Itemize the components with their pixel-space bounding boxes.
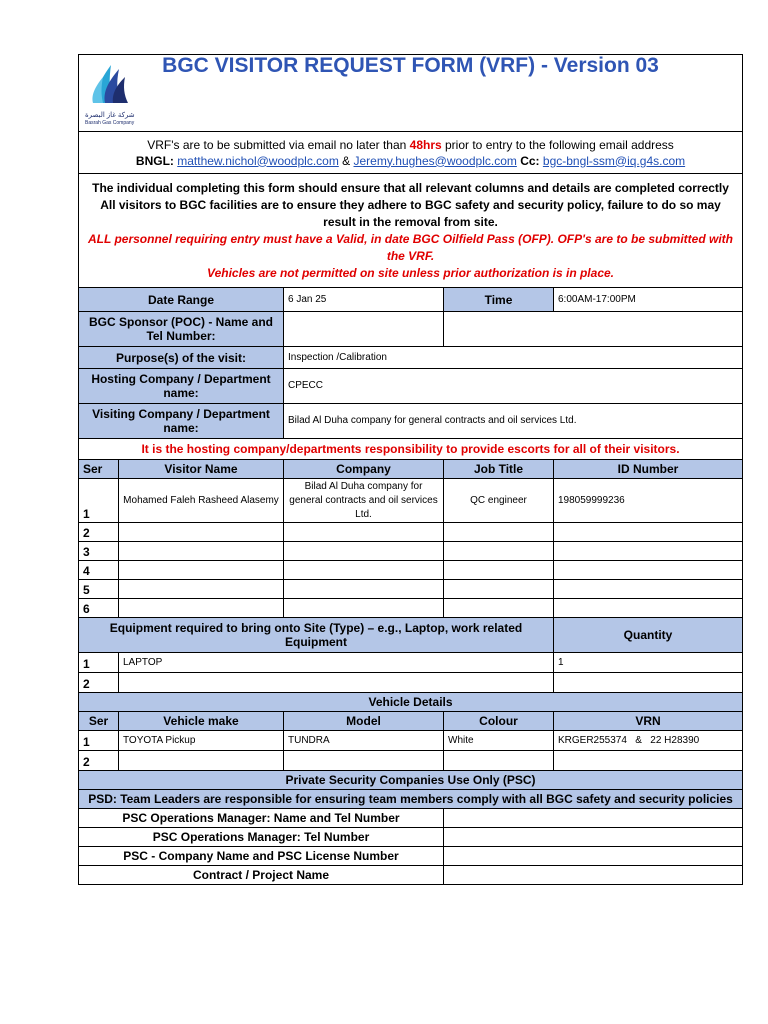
- psc-row: [79, 847, 743, 866]
- escort-note: It is the hosting company/departments responsibility to provide escorts for all of their visitors.: [79, 439, 743, 460]
- vehicle-model[interactable]: TUNDRA: [284, 731, 444, 751]
- visitor-name[interactable]: [119, 523, 284, 542]
- sponsor-row: [79, 312, 743, 347]
- visitor-job[interactable]: [444, 580, 554, 599]
- vehicle-row: [79, 731, 743, 751]
- equipment-type[interactable]: LAPTOP: [119, 653, 554, 673]
- visitor-name[interactable]: [119, 561, 284, 580]
- visitor-ser: 6: [79, 599, 119, 618]
- visitor-ser: 2: [79, 523, 119, 542]
- visitor-job[interactable]: [444, 599, 554, 618]
- visiting-label: Visiting Company / Department name:: [79, 404, 284, 439]
- visitors-col-company: Company: [284, 460, 444, 479]
- bngl-label: BNGL:: [135, 153, 178, 168]
- visitors-header-row: [79, 460, 743, 479]
- submission-row: [79, 132, 743, 174]
- visiting-value[interactable]: Bilad Al Duha company for general contracts and oil services Ltd.: [284, 404, 743, 439]
- email-link-jeremy[interactable]: Jeremy.hughes@woodplc.com: [353, 153, 517, 168]
- purpose-row: [79, 347, 743, 369]
- visitor-row: [79, 479, 743, 523]
- equipment-type[interactable]: [119, 673, 554, 693]
- psc-title: Private Security Companies Use Only (PSC): [79, 771, 743, 790]
- equipment-qty-header: Quantity: [554, 618, 743, 653]
- purpose-value[interactable]: Inspection /Calibration: [284, 347, 743, 369]
- notice-row: [79, 174, 743, 288]
- submission-line: [83, 137, 738, 153]
- visitor-ser: 1: [79, 479, 119, 523]
- visitor-company[interactable]: Bilad Al Duha company for general contracts and oil services Ltd.: [284, 479, 444, 523]
- sponsor-value[interactable]: [284, 312, 444, 347]
- purpose-label: Purpose(s) of the visit:: [79, 347, 284, 369]
- cc-label: Cc:: [516, 153, 543, 168]
- notice-line-2: All visitors to BGC facilities are to ensure they adhere to BGC safety and security policy, failure to do so may result in the removal from site.: [100, 197, 721, 229]
- email-amp: &: [338, 153, 354, 168]
- psc-label: PSC Operations Manager: Name and Tel Number: [79, 809, 444, 828]
- date-range-value[interactable]: 6 Jan 25: [284, 288, 444, 312]
- psc-value[interactable]: [444, 809, 743, 828]
- email-link-g4s[interactable]: bgc-bngl-ssm@iq.g4s.com: [542, 153, 686, 168]
- vehicle-model[interactable]: [284, 751, 444, 771]
- vehicle-vrn[interactable]: KRGER255374 & 22 H28390: [554, 731, 743, 751]
- vehicle-col-ser: Ser: [79, 712, 119, 731]
- psc-value[interactable]: [444, 828, 743, 847]
- visitor-company[interactable]: [284, 542, 444, 561]
- vehicle-col-model: Model: [284, 712, 444, 731]
- hosting-label: Hosting Company / Department name:: [79, 369, 284, 404]
- hosting-row: [79, 369, 743, 404]
- psc-row: [79, 828, 743, 847]
- visitor-id[interactable]: [554, 542, 743, 561]
- submission-hours: 48hrs: [409, 137, 442, 152]
- time-value[interactable]: 6:00AM-17:00PM: [554, 288, 743, 312]
- visitor-name[interactable]: [119, 599, 284, 618]
- visitor-id[interactable]: [554, 561, 743, 580]
- psc-value[interactable]: [444, 847, 743, 866]
- psc-value[interactable]: [444, 866, 743, 885]
- visitor-id[interactable]: [554, 580, 743, 599]
- visitor-id[interactable]: 198059999236: [554, 479, 743, 523]
- vehicle-section-title: Vehicle Details: [79, 693, 743, 712]
- psc-row: [79, 809, 743, 828]
- visitor-company[interactable]: [284, 523, 444, 542]
- submission-text-a: VRF's are to be submitted via email no later than: [147, 137, 410, 152]
- psc-label: PSC - Company Name and PSC License Number: [79, 847, 444, 866]
- equipment-row: [79, 653, 743, 673]
- visitor-job[interactable]: QC engineer: [444, 479, 554, 523]
- logo-caption-ar: شركة غاز البصرة: [85, 112, 135, 119]
- title-row: [79, 55, 743, 132]
- visitor-job[interactable]: [444, 523, 554, 542]
- visitor-name[interactable]: Mohamed Faleh Rasheed Alasemy: [119, 479, 284, 523]
- vehicle-header-row: [79, 712, 743, 731]
- visitors-col-ser: Ser: [79, 460, 119, 479]
- vehicle-col-colour: Colour: [444, 712, 554, 731]
- visitor-name[interactable]: [119, 580, 284, 599]
- logo-flame-icon: [85, 59, 145, 109]
- escort-row: [79, 439, 743, 460]
- visitor-row: [79, 599, 743, 618]
- visitor-row: [79, 580, 743, 599]
- vehicle-ser: 1: [79, 731, 119, 751]
- sponsor-label: BGC Sponsor (POC) - Name and Tel Number:: [79, 312, 284, 347]
- visitor-row: [79, 523, 743, 542]
- email-link-matthew[interactable]: matthew.nichol@woodplc.com: [177, 153, 339, 168]
- notice-vehicles: Vehicles are not permitted on site unless prior authorization is in place.: [207, 265, 614, 280]
- visitors-col-name: Visitor Name: [119, 460, 284, 479]
- vehicle-ser: 2: [79, 751, 119, 771]
- visitor-row: [79, 561, 743, 580]
- date-time-row: [79, 288, 743, 312]
- form-title: BGC VISITOR REQUEST FORM (VRF) - Version 03: [162, 54, 659, 77]
- equipment-ser: 2: [79, 673, 119, 693]
- vehicle-vrn[interactable]: [554, 751, 743, 771]
- visitor-job[interactable]: [444, 561, 554, 580]
- psc-label: Contract / Project Name: [79, 866, 444, 885]
- visitor-company[interactable]: [284, 580, 444, 599]
- equipment-ser: 1: [79, 653, 119, 673]
- visitor-company[interactable]: [284, 599, 444, 618]
- sponsor-value-extra[interactable]: [444, 312, 743, 347]
- visitor-ser: 3: [79, 542, 119, 561]
- visitor-id[interactable]: [554, 599, 743, 618]
- visitor-id[interactable]: [554, 523, 743, 542]
- vehicle-colour[interactable]: White: [444, 731, 554, 751]
- equipment-row: [79, 673, 743, 693]
- equipment-header: Equipment required to bring onto Site (Type) – e.g., Laptop, work related Equipment: [79, 618, 554, 653]
- notice-ofp: ALL personnel requiring entry must have a Valid, in date BGC Oilfield Pass (OFP). OFP's are to be submitted with the VRF.: [88, 231, 733, 263]
- visitor-name[interactable]: [119, 542, 284, 561]
- vehicle-colour[interactable]: [444, 751, 554, 771]
- psc-note-row: [79, 790, 743, 809]
- psc-note: PSD: Team Leaders are responsible for ensuring team members comply with all BGC safety and security policies: [79, 790, 743, 809]
- vehicle-make[interactable]: TOYOTA Pickup: [119, 731, 284, 751]
- equipment-header-row: [79, 618, 743, 653]
- time-label: Time: [444, 288, 554, 312]
- vehicle-section-row: [79, 693, 743, 712]
- company-logo: [85, 59, 145, 127]
- visiting-row: [79, 404, 743, 439]
- psc-label: PSC Operations Manager: Tel Number: [79, 828, 444, 847]
- visitor-job[interactable]: [444, 542, 554, 561]
- vrf-table: [78, 54, 743, 885]
- visitor-company[interactable]: [284, 561, 444, 580]
- vrf-form: [78, 54, 742, 885]
- psc-title-row: [79, 771, 743, 790]
- visitors-col-id: ID Number: [554, 460, 743, 479]
- visitor-ser: 5: [79, 580, 119, 599]
- hosting-value[interactable]: CPECC: [284, 369, 743, 404]
- date-range-label: Date Range: [79, 288, 284, 312]
- vehicle-make[interactable]: [119, 751, 284, 771]
- notice-line-1: The individual completing this form should ensure that all relevant columns and details are completed correctly: [92, 180, 729, 195]
- visitor-ser: 4: [79, 561, 119, 580]
- psc-row: [79, 866, 743, 885]
- vehicle-col-make: Vehicle make: [119, 712, 284, 731]
- visitor-row: [79, 542, 743, 561]
- visitors-col-job: Job Title: [444, 460, 554, 479]
- submission-text-b: prior to entry to the following email address: [441, 137, 674, 152]
- email-line: [83, 153, 738, 169]
- logo-caption-en: Basrah Gas Company: [85, 120, 135, 126]
- vehicle-col-vrn: VRN: [554, 712, 743, 731]
- equipment-qty[interactable]: [554, 673, 743, 693]
- equipment-qty[interactable]: 1: [554, 653, 743, 673]
- vehicle-row: [79, 751, 743, 771]
